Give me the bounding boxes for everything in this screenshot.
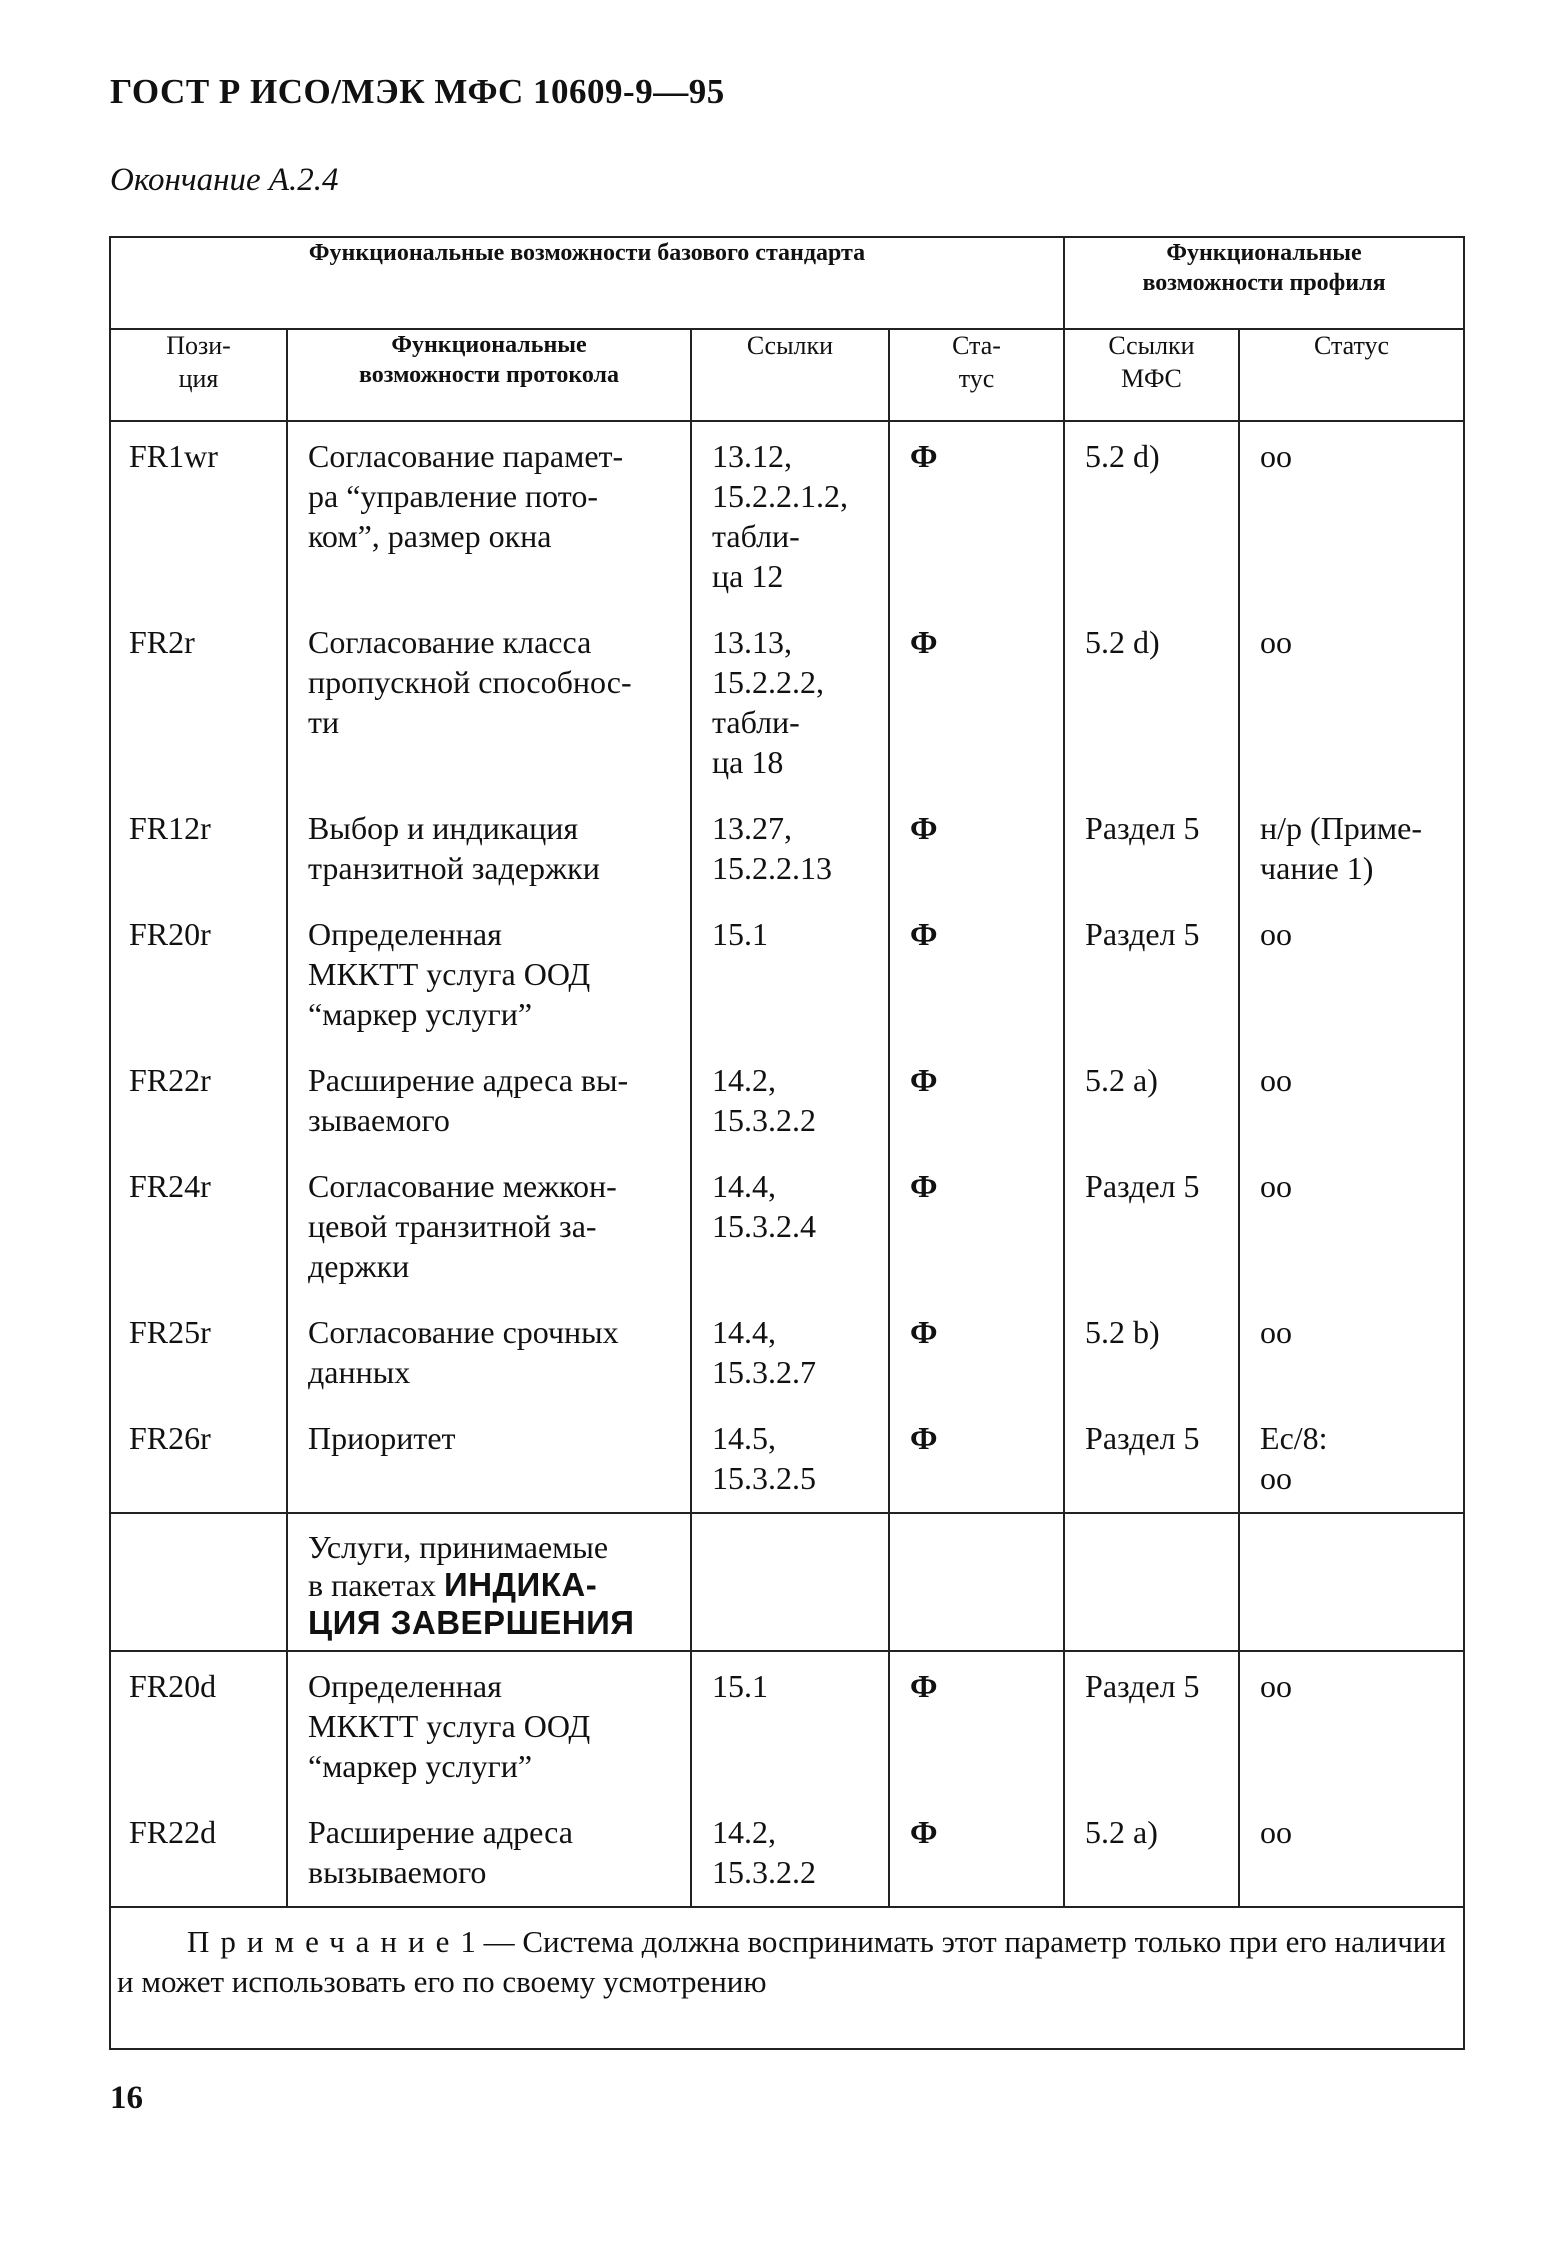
status-cell: Ф xyxy=(889,1406,1064,1513)
status-cell: Ф xyxy=(889,796,1064,902)
col-mfs-refs-header: Ссылки МФС xyxy=(1064,329,1239,421)
mfs-refs-cell: 5.2 d) xyxy=(1064,421,1239,610)
position-cell: FR12r xyxy=(110,796,287,902)
section-empty-cell xyxy=(889,1513,1064,1651)
status-cell: Ф xyxy=(889,610,1064,796)
group-header-row xyxy=(110,237,1464,329)
page-number: 16 xyxy=(110,2080,143,2116)
col-refs-header: Ссылки xyxy=(691,329,889,421)
capabilities-table xyxy=(109,236,1465,2050)
table-row xyxy=(110,902,1464,1048)
table-row xyxy=(110,421,1464,610)
profile-status-cell: оо xyxy=(1239,1154,1464,1300)
position-cell: FR2r xyxy=(110,610,287,796)
profile-status-cell: Ес/8: оо xyxy=(1239,1406,1464,1513)
note-row xyxy=(110,1907,1464,2049)
refs-cell: 15.1 xyxy=(691,1651,889,1800)
capability-cell: Выбор и индикация транзитной задержки xyxy=(287,796,691,902)
refs-cell: 14.5, 15.3.2.5 xyxy=(691,1406,889,1513)
table-row xyxy=(110,1651,1464,1800)
refs-cell: 15.1 xyxy=(691,902,889,1048)
capability-cell: Расширение адреса вызываемого xyxy=(287,1800,691,1907)
refs-cell: 14.2, 15.3.2.2 xyxy=(691,1048,889,1154)
note-cell: Примечание1 — Система должна воспринимать этот параметр только при его наличии и может использовать его по своему усмотрению xyxy=(110,1907,1464,2049)
mfs-refs-cell: 5.2 b) xyxy=(1064,1300,1239,1406)
col-position-header: Пози- ция xyxy=(110,329,287,421)
section-empty-cell xyxy=(691,1513,889,1651)
table-body-b xyxy=(110,1651,1464,1907)
mfs-refs-cell: Раздел 5 xyxy=(1064,1406,1239,1513)
mfs-refs-cell: Раздел 5 xyxy=(1064,1651,1239,1800)
mfs-refs-cell: Раздел 5 xyxy=(1064,1154,1239,1300)
table-row xyxy=(110,796,1464,902)
capability-cell: Определенная МККТТ услуга ООД “маркер услуги” xyxy=(287,902,691,1048)
base-standard-header: Функциональные возможности базового стандарта xyxy=(110,237,1064,329)
table-body-a xyxy=(110,421,1464,1513)
col-profile-status-header: Статус xyxy=(1239,329,1464,421)
mfs-refs-cell: Раздел 5 xyxy=(1064,796,1239,902)
capability-cell: Расширение адреса вы- зываемого xyxy=(287,1048,691,1154)
table-row xyxy=(110,1800,1464,1907)
capability-cell: Приоритет xyxy=(287,1406,691,1513)
section-empty-cell xyxy=(110,1513,287,1651)
table-row xyxy=(110,1300,1464,1406)
position-cell: FR22r xyxy=(110,1048,287,1154)
capability-cell: Согласование межкон- цевой транзитной за- держки xyxy=(287,1154,691,1300)
table-row xyxy=(110,1048,1464,1154)
refs-cell: 14.4, 15.3.2.7 xyxy=(691,1300,889,1406)
status-cell: Ф xyxy=(889,1048,1064,1154)
section-label: Услуги, принимаемые в пакетах ИНДИКА- ЦИЯ ЗАВЕРШЕНИЯ xyxy=(287,1513,691,1651)
status-cell: Ф xyxy=(889,1651,1064,1800)
profile-status-cell: оо xyxy=(1239,421,1464,610)
profile-status-cell: оо xyxy=(1239,902,1464,1048)
position-cell: FR20r xyxy=(110,902,287,1048)
position-cell: FR24r xyxy=(110,1154,287,1300)
profile-status-cell: оо xyxy=(1239,1651,1464,1800)
position-cell: FR22d xyxy=(110,1800,287,1907)
profile-status-cell: н/р (Приме- чание 1) xyxy=(1239,796,1464,902)
refs-cell: 14.2, 15.3.2.2 xyxy=(691,1800,889,1907)
mfs-refs-cell: 5.2 a) xyxy=(1064,1800,1239,1907)
refs-cell: 13.27, 15.2.2.13 xyxy=(691,796,889,902)
capability-cell: Согласование парамет- ра “управление пото- ком”, размер окна xyxy=(287,421,691,610)
position-cell: FR25r xyxy=(110,1300,287,1406)
position-cell: FR26r xyxy=(110,1406,287,1513)
col-capability-header: Функциональные возможности протокола xyxy=(287,329,691,421)
column-header-row xyxy=(110,329,1464,421)
status-cell: Ф xyxy=(889,902,1064,1048)
profile-status-cell: оо xyxy=(1239,610,1464,796)
capability-cell: Согласование класса пропускной способнос- ти xyxy=(287,610,691,796)
profile-status-cell: оо xyxy=(1239,1300,1464,1406)
mfs-refs-cell: Раздел 5 xyxy=(1064,902,1239,1048)
refs-cell: 13.12, 15.2.2.1.2, табли- ца 12 xyxy=(691,421,889,610)
capability-cell: Согласование срочных данных xyxy=(287,1300,691,1406)
table-row xyxy=(110,1406,1464,1513)
status-cell: Ф xyxy=(889,1154,1064,1300)
profile-status-cell: оо xyxy=(1239,1800,1464,1907)
document-title: ГОСТ Р ИСО/МЭК МФС 10609-9—95 xyxy=(110,72,725,111)
table-row xyxy=(110,1154,1464,1300)
profile-header: Функциональные возможности профиля xyxy=(1064,237,1464,329)
section-empty-cell xyxy=(1239,1513,1464,1651)
position-cell: FR1wr xyxy=(110,421,287,610)
refs-cell: 13.13, 15.2.2.2, табли- ца 18 xyxy=(691,610,889,796)
mfs-refs-cell: 5.2 d) xyxy=(1064,610,1239,796)
refs-cell: 14.4, 15.3.2.4 xyxy=(691,1154,889,1300)
section-row xyxy=(110,1513,1464,1651)
mfs-refs-cell: 5.2 a) xyxy=(1064,1048,1239,1154)
table-row xyxy=(110,610,1464,796)
col-status-header: Ста- тус xyxy=(889,329,1064,421)
status-cell: Ф xyxy=(889,1800,1064,1907)
status-cell: Ф xyxy=(889,421,1064,610)
table-continuation-caption: Окончание А.2.4 xyxy=(110,162,339,198)
capability-cell: Определенная МККТТ услуга ООД “маркер услуги” xyxy=(287,1651,691,1800)
profile-status-cell: оо xyxy=(1239,1048,1464,1154)
position-cell: FR20d xyxy=(110,1651,287,1800)
status-cell: Ф xyxy=(889,1300,1064,1406)
section-empty-cell xyxy=(1064,1513,1239,1651)
